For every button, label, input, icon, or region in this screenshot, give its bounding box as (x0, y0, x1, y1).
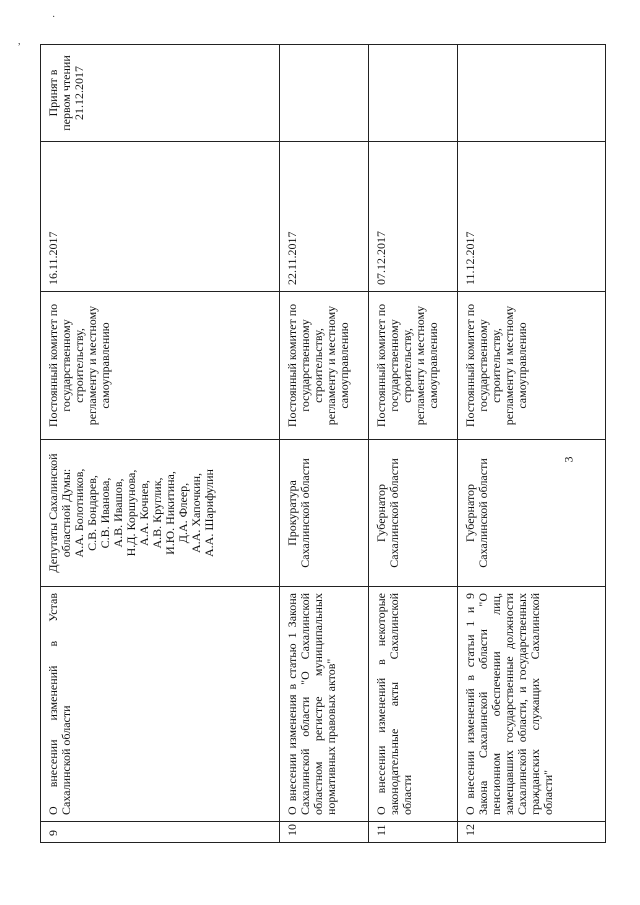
submission-date: 22.11.2017 (280, 142, 369, 292)
status-note (369, 45, 458, 142)
status-note: Принят в первом чтении 21.12.2017 (41, 45, 280, 142)
table-row (41, 45, 280, 843)
row-number: 10 (280, 822, 369, 843)
author-line: А.В. Круглик, (150, 477, 164, 549)
author-line: Сахалинской области (298, 458, 312, 568)
bill-title: О внесении изменений в Устав Сахалинской области (41, 587, 280, 822)
page-number: 3 (561, 456, 576, 463)
submission-date: 11.12.2017 (458, 142, 606, 292)
bill-author (458, 440, 606, 587)
bills-table (40, 44, 606, 843)
submission-date: 07.12.2017 (369, 142, 458, 292)
author-line: Губернатор (463, 483, 477, 543)
author-line: Сахалинской области (387, 458, 401, 568)
author-line: областной Думы: (59, 468, 73, 558)
bill-title: О внесении изменения в статью 1 Закона Сахалинской области "О Сахалинской областном регистре муниципальных нормативных правовых актов" (280, 587, 369, 822)
author-line: А.В. Ивашов, (111, 478, 125, 548)
row-number: 12 (458, 822, 606, 843)
responsible-committee: Постоянный комитет по государственному строительству, регламенту и местному самоуправлению (280, 292, 369, 440)
responsible-committee: Постоянный комитет по государственному строительству, регламенту и местному самоуправлению (41, 292, 280, 440)
author-line: А.А. Кочнев, (137, 480, 151, 546)
bill-title: О внесении изменений в статьи 1 и 9 Закона Сахалинской области "О пенсионном обеспечении лиц, замещавших государственные должности Сахалинской области, и государственных гражданских служащих Сахалинской области" (458, 587, 606, 822)
author-line: С.В. Иванова, (98, 477, 112, 549)
bill-author (280, 440, 369, 587)
bill-author (41, 440, 280, 587)
author-line: Сахалинской области (476, 458, 490, 568)
table-row (280, 45, 369, 843)
author-line: Прокуратура (285, 480, 299, 546)
author-line: Депутаты Сахалинской (46, 453, 60, 573)
row-number: 9 (41, 822, 280, 843)
author-line: А.А. Болотников, (72, 468, 86, 558)
bill-author (369, 440, 458, 587)
table-row (458, 45, 606, 843)
rotated-table-wrapper (40, 45, 605, 843)
author-line: Д.А. Флеер, (176, 482, 190, 544)
author-line: Н.Д. Коршунова, (124, 469, 138, 557)
responsible-committee: Постоянный комитет по государственному строительству, регламенту и местному самоуправлению (458, 292, 606, 440)
status-note (458, 45, 606, 142)
bill-title: О внесении изменений в некоторые законодательные акты Сахалинской области (369, 587, 458, 822)
author-line: Губернатор (374, 483, 388, 543)
author-line: С.В. Бондарев, (85, 475, 99, 551)
scan-speck: , (18, 36, 21, 47)
author-line: И.Ю. Никитина, (163, 471, 177, 555)
row-number: 11 (369, 822, 458, 843)
table-row (369, 45, 458, 843)
scan-speck: · (52, 12, 56, 23)
author-line: А.А. Хапочкин, (189, 473, 203, 553)
submission-date: 16.11.2017 (41, 142, 280, 292)
author-line: А.А. Шарифулин (202, 469, 216, 557)
responsible-committee: Постоянный комитет по государственному строительству, регламенту и местному самоуправлению (369, 292, 458, 440)
status-note (280, 45, 369, 142)
